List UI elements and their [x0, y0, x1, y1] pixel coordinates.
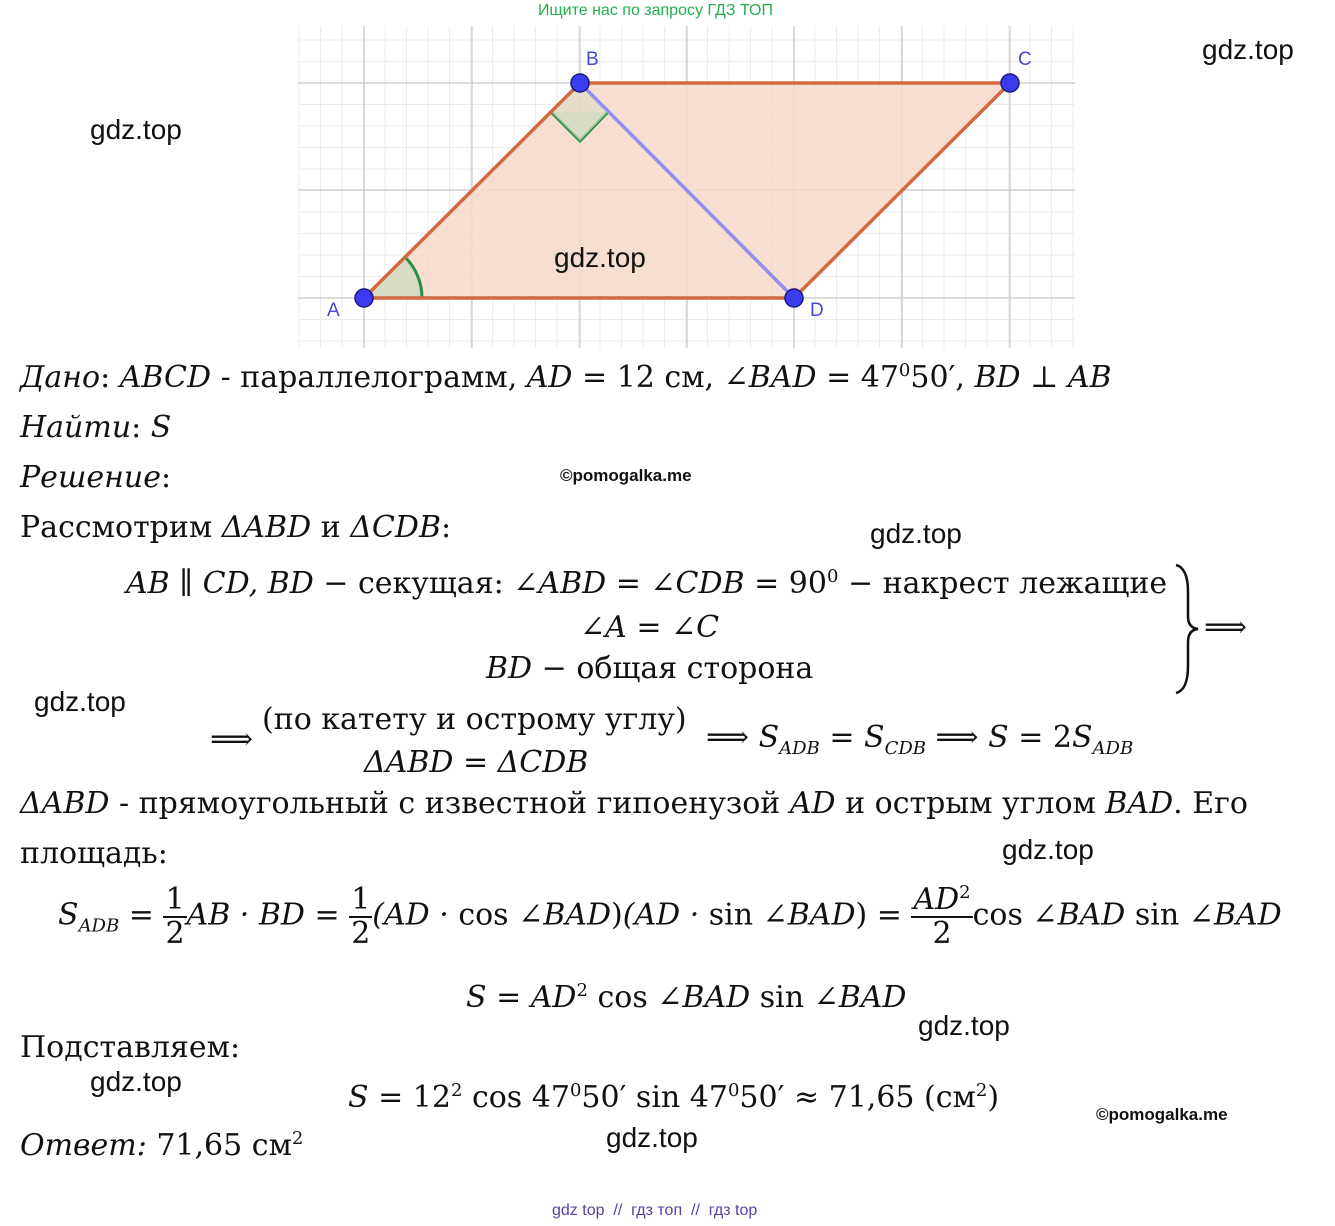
right-brace: [1172, 562, 1202, 696]
point-a: [355, 289, 373, 307]
area-s: S: [988, 720, 1009, 755]
sub-min: 50′: [739, 1080, 785, 1115]
result-congruence: ΔABD = ΔCDB: [364, 745, 589, 780]
f-eq: =: [867, 897, 912, 933]
f2-angle: ∠BAD: [804, 980, 907, 1015]
result-reason: (по катету и острому углу): [262, 702, 687, 737]
area-s: S: [864, 720, 885, 755]
sys-secant: − секущая:: [313, 566, 514, 601]
sys-common-side: − общая сторона: [532, 651, 814, 686]
copyright: ©pomogalka.me: [1096, 1105, 1228, 1124]
f-s: S: [58, 897, 79, 933]
triangle-cdb: ΔCDB: [350, 510, 441, 545]
eq-sign: =: [819, 720, 865, 755]
copyright: ©pomogalka.me: [560, 466, 692, 485]
watermark: gdz.top: [90, 114, 182, 145]
sub-approx: ≈ 71,65 (см: [784, 1080, 976, 1115]
result-implies-3: ⟹: [926, 720, 989, 755]
f-paren2: (AD ·: [622, 897, 709, 933]
frac-den: 2: [351, 915, 371, 951]
sys-bd: BD: [486, 651, 533, 686]
watermark: gdz.top: [554, 242, 646, 273]
f2-s-ad: S = AD: [466, 980, 577, 1015]
find-label: Найти: [20, 410, 132, 445]
point-b: [571, 74, 589, 92]
sub-deg: 47: [531, 1080, 570, 1115]
rt-ad: AD: [789, 786, 836, 821]
area-s: S: [758, 720, 780, 755]
f2-sin: sin: [759, 980, 805, 1015]
f-angle: ∠BAD: [1179, 897, 1282, 933]
watermark: gdz.top: [34, 686, 126, 717]
sub-cos: cos: [462, 1080, 532, 1115]
f-sin: sin: [1134, 897, 1180, 933]
solution-label: Решение: [20, 460, 161, 495]
substitute-formula: [348, 1080, 999, 1115]
rt-text-3: . Его: [1173, 786, 1248, 821]
f2-cos: cos: [597, 980, 648, 1015]
rt-triangle: ΔABD: [20, 786, 110, 821]
frac-den: 2: [932, 915, 952, 951]
answer-line: [20, 1128, 303, 1163]
consider-line: [20, 510, 451, 545]
rt-text-1: - прямоугольный с известной гипоенузой: [109, 786, 790, 821]
answer-label: Ответ:: [20, 1128, 147, 1163]
sub-min: 50′: [581, 1080, 627, 1115]
sub-cdb: CDB: [884, 738, 927, 759]
area-formula: [58, 884, 1282, 949]
given-minutes: 50′,: [910, 360, 975, 395]
given-label: Дано: [20, 360, 101, 395]
system-line-1: [126, 566, 1167, 601]
find-value: S: [150, 410, 172, 445]
f2-sq: 2: [576, 980, 588, 1001]
system-line-3: [486, 651, 813, 686]
find-line: Найти: S: [20, 410, 172, 445]
point-d: [785, 289, 803, 307]
given-perp: BD ⊥ AB: [974, 360, 1112, 395]
label-d: D: [810, 300, 824, 321]
watermark: gdz.top: [1202, 34, 1294, 65]
area-formula-2: [466, 980, 906, 1015]
triangle-abd: ΔABD: [221, 510, 312, 545]
sub-degmark: 0: [727, 1080, 740, 1101]
footer-link[interactable]: гдз топ: [631, 1202, 683, 1219]
sub-close: ): [987, 1080, 1000, 1115]
rt-text-2: и острым углом: [835, 786, 1106, 821]
result-implies: ⟹: [210, 722, 254, 757]
footer-sep: //: [604, 1202, 632, 1219]
frac-num: 1: [165, 882, 185, 917]
right-triangle-line: [20, 786, 1248, 821]
sub-adb: ADB: [779, 738, 820, 759]
f-cos: cos: [972, 897, 1023, 933]
watermark: gdz.top: [1002, 834, 1094, 865]
sub-degmark: 0: [569, 1080, 582, 1101]
given-ad-value: = 12 см,: [572, 360, 724, 395]
f-angle: ∠BAD: [1022, 897, 1126, 933]
sys-alternate: − накрест лежащие: [838, 566, 1168, 601]
sub-sin: sin: [626, 1080, 690, 1115]
f-eq: =: [119, 897, 164, 933]
consider-colon: :: [440, 510, 452, 545]
f-ab-bd: AB · BD: [186, 897, 305, 933]
label-a: A: [327, 300, 340, 321]
rt-bad: BAD: [1105, 786, 1174, 821]
given-figure: ABCD: [119, 360, 212, 395]
f-cos: cos: [458, 897, 509, 933]
footer-link[interactable]: gdz top: [552, 1202, 605, 1219]
substitute-label: Подставляем:: [20, 1030, 241, 1065]
area-double: = 2: [1008, 720, 1072, 755]
sub-sq: 2: [450, 1080, 463, 1101]
parallelogram-figure: [0, 0, 1335, 350]
f-sub-adb: ADB: [78, 915, 120, 937]
sys-angle-value: = 90: [744, 566, 827, 601]
area-s: S: [1071, 720, 1093, 755]
f-angle: ∠BAD: [508, 897, 612, 933]
consider-and: и: [311, 510, 351, 545]
f-angle: ∠BAD: [753, 897, 856, 933]
label-b: B: [586, 49, 599, 70]
sub-sq: 2: [975, 1080, 988, 1101]
f2-angle: ∠BAD: [647, 980, 751, 1015]
label-c: C: [1018, 49, 1032, 70]
f-close: ): [855, 897, 868, 933]
fraction-ad2-half: [911, 884, 972, 949]
frac-num: 1: [351, 882, 371, 917]
area-label: площадь:: [20, 836, 168, 871]
top-banner: Ищите нас по запросу ГДЗ ТОП: [538, 2, 773, 19]
sub-s: S: [348, 1080, 369, 1115]
answer-sq: 2: [291, 1128, 304, 1149]
fraction-half: [349, 884, 372, 949]
f-close: ): [611, 897, 623, 933]
sub-adb: ADB: [1092, 738, 1134, 759]
sys-degree: 0: [826, 566, 839, 587]
point-c: [1001, 74, 1019, 92]
sys-angles: ∠ABD = ∠CDB: [513, 566, 745, 601]
watermark: gdz.top: [90, 1066, 182, 1097]
given-angle-value: = 47: [816, 360, 899, 395]
given-text: - параллелограмм,: [211, 360, 527, 395]
watermark: gdz.top: [918, 1010, 1010, 1041]
answer-value: 71,65 см: [146, 1128, 292, 1163]
watermark: gdz.top: [870, 518, 962, 549]
result-area-line: [706, 720, 1133, 759]
consider-text: Рассмотрим: [20, 510, 222, 545]
footer-links: [552, 1202, 757, 1220]
f-sin: sin: [708, 897, 754, 933]
watermark: gdz.top: [606, 1122, 698, 1153]
frac-sq: 2: [959, 882, 971, 903]
footer-link[interactable]: гдз top: [708, 1202, 758, 1219]
result-implies-2: ⟹: [706, 720, 750, 755]
footer-sep: //: [682, 1202, 709, 1219]
f-eq: =: [304, 897, 350, 933]
fraction-half: [163, 884, 186, 949]
given-line: Дано: ABCD - параллелограмм, AD = 12 см, ∠BAD = $47^050'$, BD ⊥ AB: [20, 360, 1112, 395]
sub-eq: = 12: [368, 1080, 451, 1115]
degree-mark: 0: [898, 360, 911, 381]
given-ad: AD: [526, 360, 573, 395]
sys-parallel: AB ∥ CD, BD: [126, 566, 314, 601]
given-angle: ∠BAD: [723, 360, 817, 395]
frac-ad: AD: [913, 882, 960, 917]
solution-line: Решение:: [20, 460, 172, 495]
f-paren1: (AD ·: [372, 897, 459, 933]
frac-den: 2: [165, 915, 185, 951]
system-implies: ⟹: [1204, 610, 1248, 645]
sub-deg: 47: [689, 1080, 728, 1115]
system-line-2: ∠A = ∠C: [580, 610, 720, 645]
